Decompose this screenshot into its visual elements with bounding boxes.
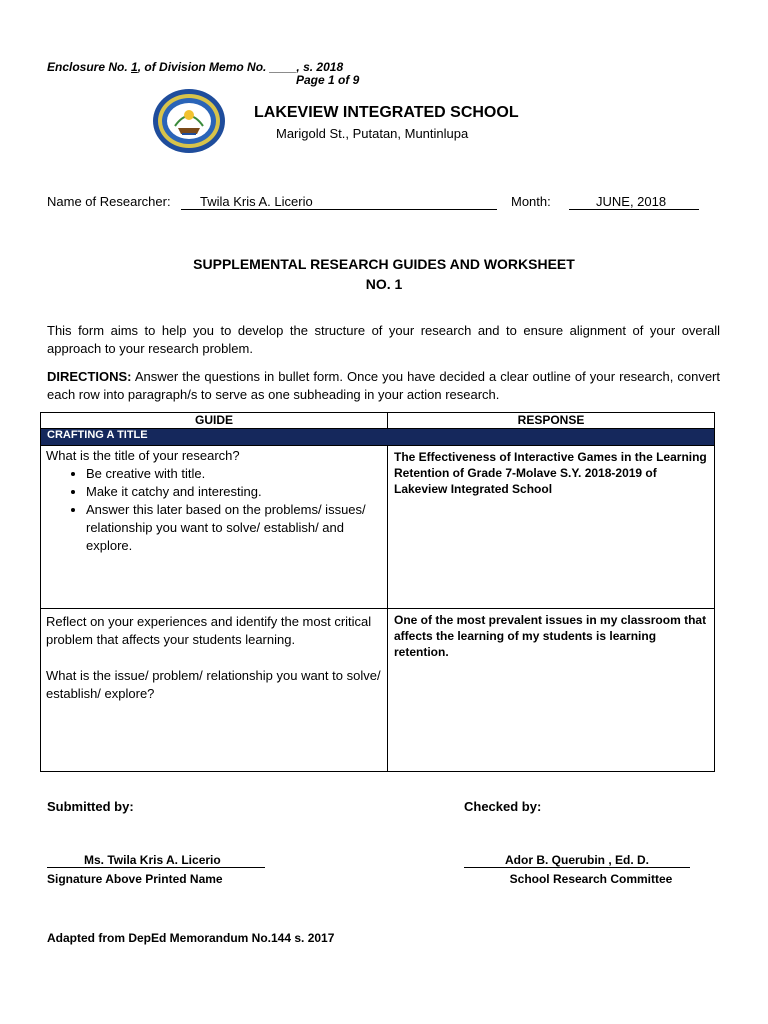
directions-paragraph bbox=[47, 368, 720, 404]
enclosure-suffix: , of Division Memo No. ____, s. 2018 bbox=[137, 60, 344, 74]
enclosure-line bbox=[47, 60, 343, 74]
checked-name: Ador B. Querubin , Ed. D. bbox=[464, 853, 690, 868]
section-row bbox=[41, 429, 715, 446]
list-item: • Be creative with title. bbox=[86, 465, 382, 483]
table-row bbox=[41, 446, 715, 609]
guide-bullets bbox=[46, 465, 382, 555]
submitted-by-label: Submitted by: bbox=[47, 799, 134, 814]
intro-paragraph: This form aims to help you to develop the structure of your research and to ensure alignment of your overall approach to your research problem. bbox=[47, 323, 720, 356]
guide-question-secondary: What is the issue/ problem/ relationship you want to solve/ establish/ explore? bbox=[46, 668, 381, 701]
guide-question: What is the title of your research? bbox=[46, 448, 240, 463]
list-item: • Answer this later based on the problems/ issues/ relationship you want to solve/ establish/ and explore. bbox=[86, 501, 382, 555]
response-cell: One of the most prevalent issues in my classroom that affects the learning of my students is learning retention. bbox=[388, 609, 715, 772]
section-title: CRAFTING A TITLE bbox=[41, 429, 715, 446]
guide-cell bbox=[41, 609, 388, 772]
guide-question: Reflect on your experiences and identify the most critical problem that affects your students learning. bbox=[46, 614, 372, 647]
directions-label: DIRECTIONS: bbox=[47, 369, 132, 384]
footer-note: Adapted from DepEd Memorandum No.144 s. 2017 bbox=[47, 931, 335, 945]
submitted-caption: Signature Above Printed Name bbox=[47, 872, 223, 886]
checked-caption: School Research Committee bbox=[509, 872, 673, 886]
school-name: LAKEVIEW INTEGRATED SCHOOL bbox=[254, 104, 519, 121]
page-number: Page 1 of 9 bbox=[296, 73, 360, 87]
directions-text: Answer the questions in bullet form. Once you have decided a clear outline of your research, convert each row into paragraph/s to serve as one subheading in your action research. bbox=[47, 369, 720, 402]
month-field: JUNE, 2018 bbox=[569, 194, 699, 210]
month-label: Month: bbox=[511, 194, 551, 209]
enclosure-prefix: Enclosure No. bbox=[47, 60, 132, 74]
response-cell: The Effectiveness of Interactive Games in the Learning Retention of Grade 7-Molave S.Y. 2018-2019 of Lakeview Integrated School bbox=[388, 446, 715, 609]
table-row bbox=[41, 609, 715, 772]
document-number: NO. 1 bbox=[365, 276, 403, 292]
submitted-name: Ms. Twila Kris A. Licerio bbox=[47, 853, 265, 868]
document-title: SUPPLEMENTAL RESEARCH GUIDES AND WORKSHEET bbox=[193, 256, 575, 272]
enclosure-number: 1 bbox=[131, 60, 138, 74]
guide-column-header: GUIDE bbox=[41, 413, 388, 429]
checked-by-label: Checked by: bbox=[464, 799, 542, 814]
guide-cell bbox=[41, 446, 388, 609]
list-item: • Make it catchy and interesting. bbox=[86, 483, 382, 501]
school-address: Marigold St., Putatan, Muntinlupa bbox=[276, 126, 469, 141]
response-column-header: RESPONSE bbox=[388, 413, 715, 429]
researcher-name-label: Name of Researcher: bbox=[47, 194, 171, 209]
table-header-row bbox=[41, 413, 715, 429]
guide-table bbox=[40, 412, 715, 772]
school-seal-icon bbox=[152, 88, 226, 154]
researcher-name-field: Twila Kris A. Licerio bbox=[181, 194, 497, 210]
